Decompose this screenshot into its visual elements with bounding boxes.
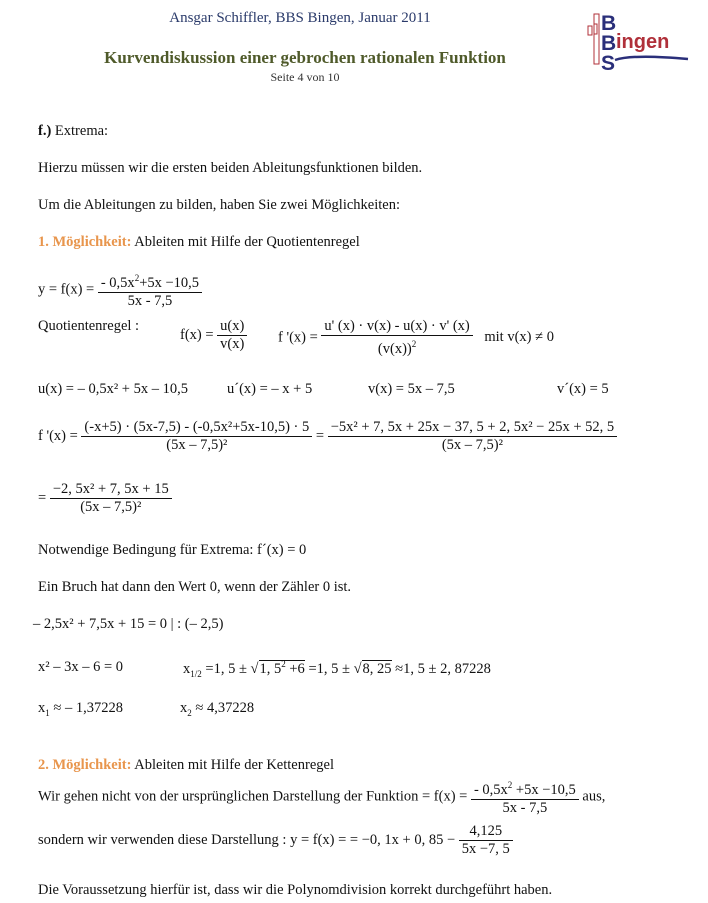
fraction [217,318,247,353]
u-def: u(x) = – 0,5x² + 5x – 10,5 [38,381,188,397]
document-title: Kurvendiskussion einer gebrochen rationalen Funktion [104,48,506,67]
term: ≈1, 5 ± 2, 87228 [391,661,491,677]
denominator: (5x – 7,5)² [166,437,228,453]
text: sondern wir verwenden diese Darstellung : y = f(x) = = −0, 1x + 0, 85 − [38,831,456,848]
fraction [50,481,172,516]
fraction [98,270,202,310]
term: +5x −10,5 [512,782,576,798]
svg-text:S: S [601,52,616,72]
variable: x [183,661,191,677]
numerator: u' (x) · v(x) - u(x) · v' (x) [321,318,472,336]
fraction [81,419,312,454]
formula-lhs: f '(x) = [38,427,78,444]
term: 1, 5 [259,661,282,677]
denominator: (5x – 7,5)² [441,437,503,453]
term: - 0,5x [100,275,135,291]
method-2-label: 2. Möglichkeit: [38,757,132,773]
term: +5x −10,5 [139,275,200,291]
method-2-text: Ableiten mit Hilfe der Kettenregel [134,757,334,773]
fraction [328,419,617,454]
text: Wir gehen nicht von der ursprünglichen Darstellung der Funktion = f(x) = [38,788,468,805]
svg-text:ingen: ingen [616,31,670,53]
denominator: (5x – 7,5)² [80,499,142,515]
v-def: v(x) = 5x – 7,5 [368,381,455,397]
paragraph: Hierzu müssen wir die ersten beiden Ableitungsfunktionen bilden. [38,160,423,176]
term: (v(x)) [377,341,412,357]
exponent: 2 [134,273,140,283]
numerator: u(x) [217,318,247,336]
equation: – 2,5x² + 7,5x + 15 = 0 | : (– 2,5) [33,616,224,632]
numerator [471,777,579,800]
solution-x1 [38,700,123,718]
svg-text:B: B [601,12,617,35]
necessary-condition: Notwendige Bedingung für Extrema: f´(x) = 0 [38,542,307,558]
derivative-step-1 [38,419,617,454]
equation: x² – 3x – 6 = 0 [38,659,124,675]
term: =1, 5 ± [304,661,350,677]
section-heading [38,123,108,140]
equals: = [38,489,47,506]
formula-lhs: f(x) = [180,326,214,343]
variable: x [180,700,188,716]
paragraph-alternative-form [38,823,513,858]
quotient-rule-f [180,318,247,353]
denominator: 5x - 7,5 [127,293,173,309]
paragraph-original-form [38,777,605,817]
term: =1, 5 ± [201,661,247,677]
subscript: 2 [187,707,192,718]
exponent: 2 [281,659,286,669]
denominator: 5x - 7,5 [502,800,548,816]
exponent: 2 [507,780,513,790]
formula-lhs: y = f(x) = [38,281,95,298]
u-prime-def: u´(x) = – x + 5 [227,381,313,397]
function-definition [38,270,202,310]
value: ≈ 4,37228 [191,700,255,716]
equals: = [315,427,325,444]
formula-lhs: f '(x) = [278,329,318,346]
subscript: 1/2 [190,668,202,679]
denominator: v(x) [220,336,245,352]
method-1-label: 1. Möglichkeit: [38,234,132,250]
value: ≈ – 1,37228 [49,700,123,716]
numerator: −5x² + 7, 5x + 25x − 37, 5 + 2, 5x² − 25x + 52, 5 [328,419,617,437]
sqrt-icon: √ [250,661,259,677]
variable: x [38,700,46,716]
exponent: 2 [411,339,417,349]
text: aus, [582,788,606,805]
logo-graphic [583,10,693,72]
term: - 0,5x [473,782,508,798]
paragraph: Ein Bruch hat dann den Wert 0, wenn der Zähler 0 ist. [38,579,352,595]
header-author: Ansgar Schiffler, BBS Bingen, Januar 2011 [169,10,431,26]
page-number: Seite 4 von 10 [270,70,340,84]
sqrt-icon: √ [353,661,362,677]
v-prime-def: v´(x) = 5 [557,381,609,397]
section-label: f.) [38,123,52,139]
denominator [321,336,472,358]
fraction [459,823,513,858]
denominator: 5x −7, 5 [461,841,510,857]
fraction [471,777,579,817]
quotient-rule-label: Quotientenregel : [38,318,140,334]
method-1-heading [38,234,360,251]
paragraph: Um die Ableitungen zu bilden, haben Sie zwei Möglichkeiten: [38,197,401,213]
section-title: Extrema: [54,123,109,139]
numerator: 4,125 [459,823,513,841]
quotient-rule-fprime [278,318,554,358]
pq-formula [183,659,491,679]
radicand [259,660,305,677]
numerator: (-x+5) · (5x-7,5) - (-0,5x²+5x-10,5) · 5 [81,419,312,437]
subscript: 1 [45,707,50,718]
fraction [321,318,472,358]
method-2-heading [38,757,334,774]
term: +6 [285,661,305,677]
svg-text:B: B [601,32,617,55]
derivative-step-2 [38,481,172,516]
paragraph: Die Voraussetzung hierfür ist, dass wir die Polynomdivision korrekt durchgeführt haben. [38,882,553,898]
radicand: 8, 25 [362,661,392,677]
method-1-text: Ableiten mit Hilfe der Quotientenregel [134,234,360,250]
bbs-bingen-logo [583,10,693,72]
numerator: −2, 5x² + 7, 5x + 15 [50,481,172,499]
condition: mit v(x) ≠ 0 [484,329,554,346]
numerator [98,270,202,293]
solution-x2 [180,700,254,718]
